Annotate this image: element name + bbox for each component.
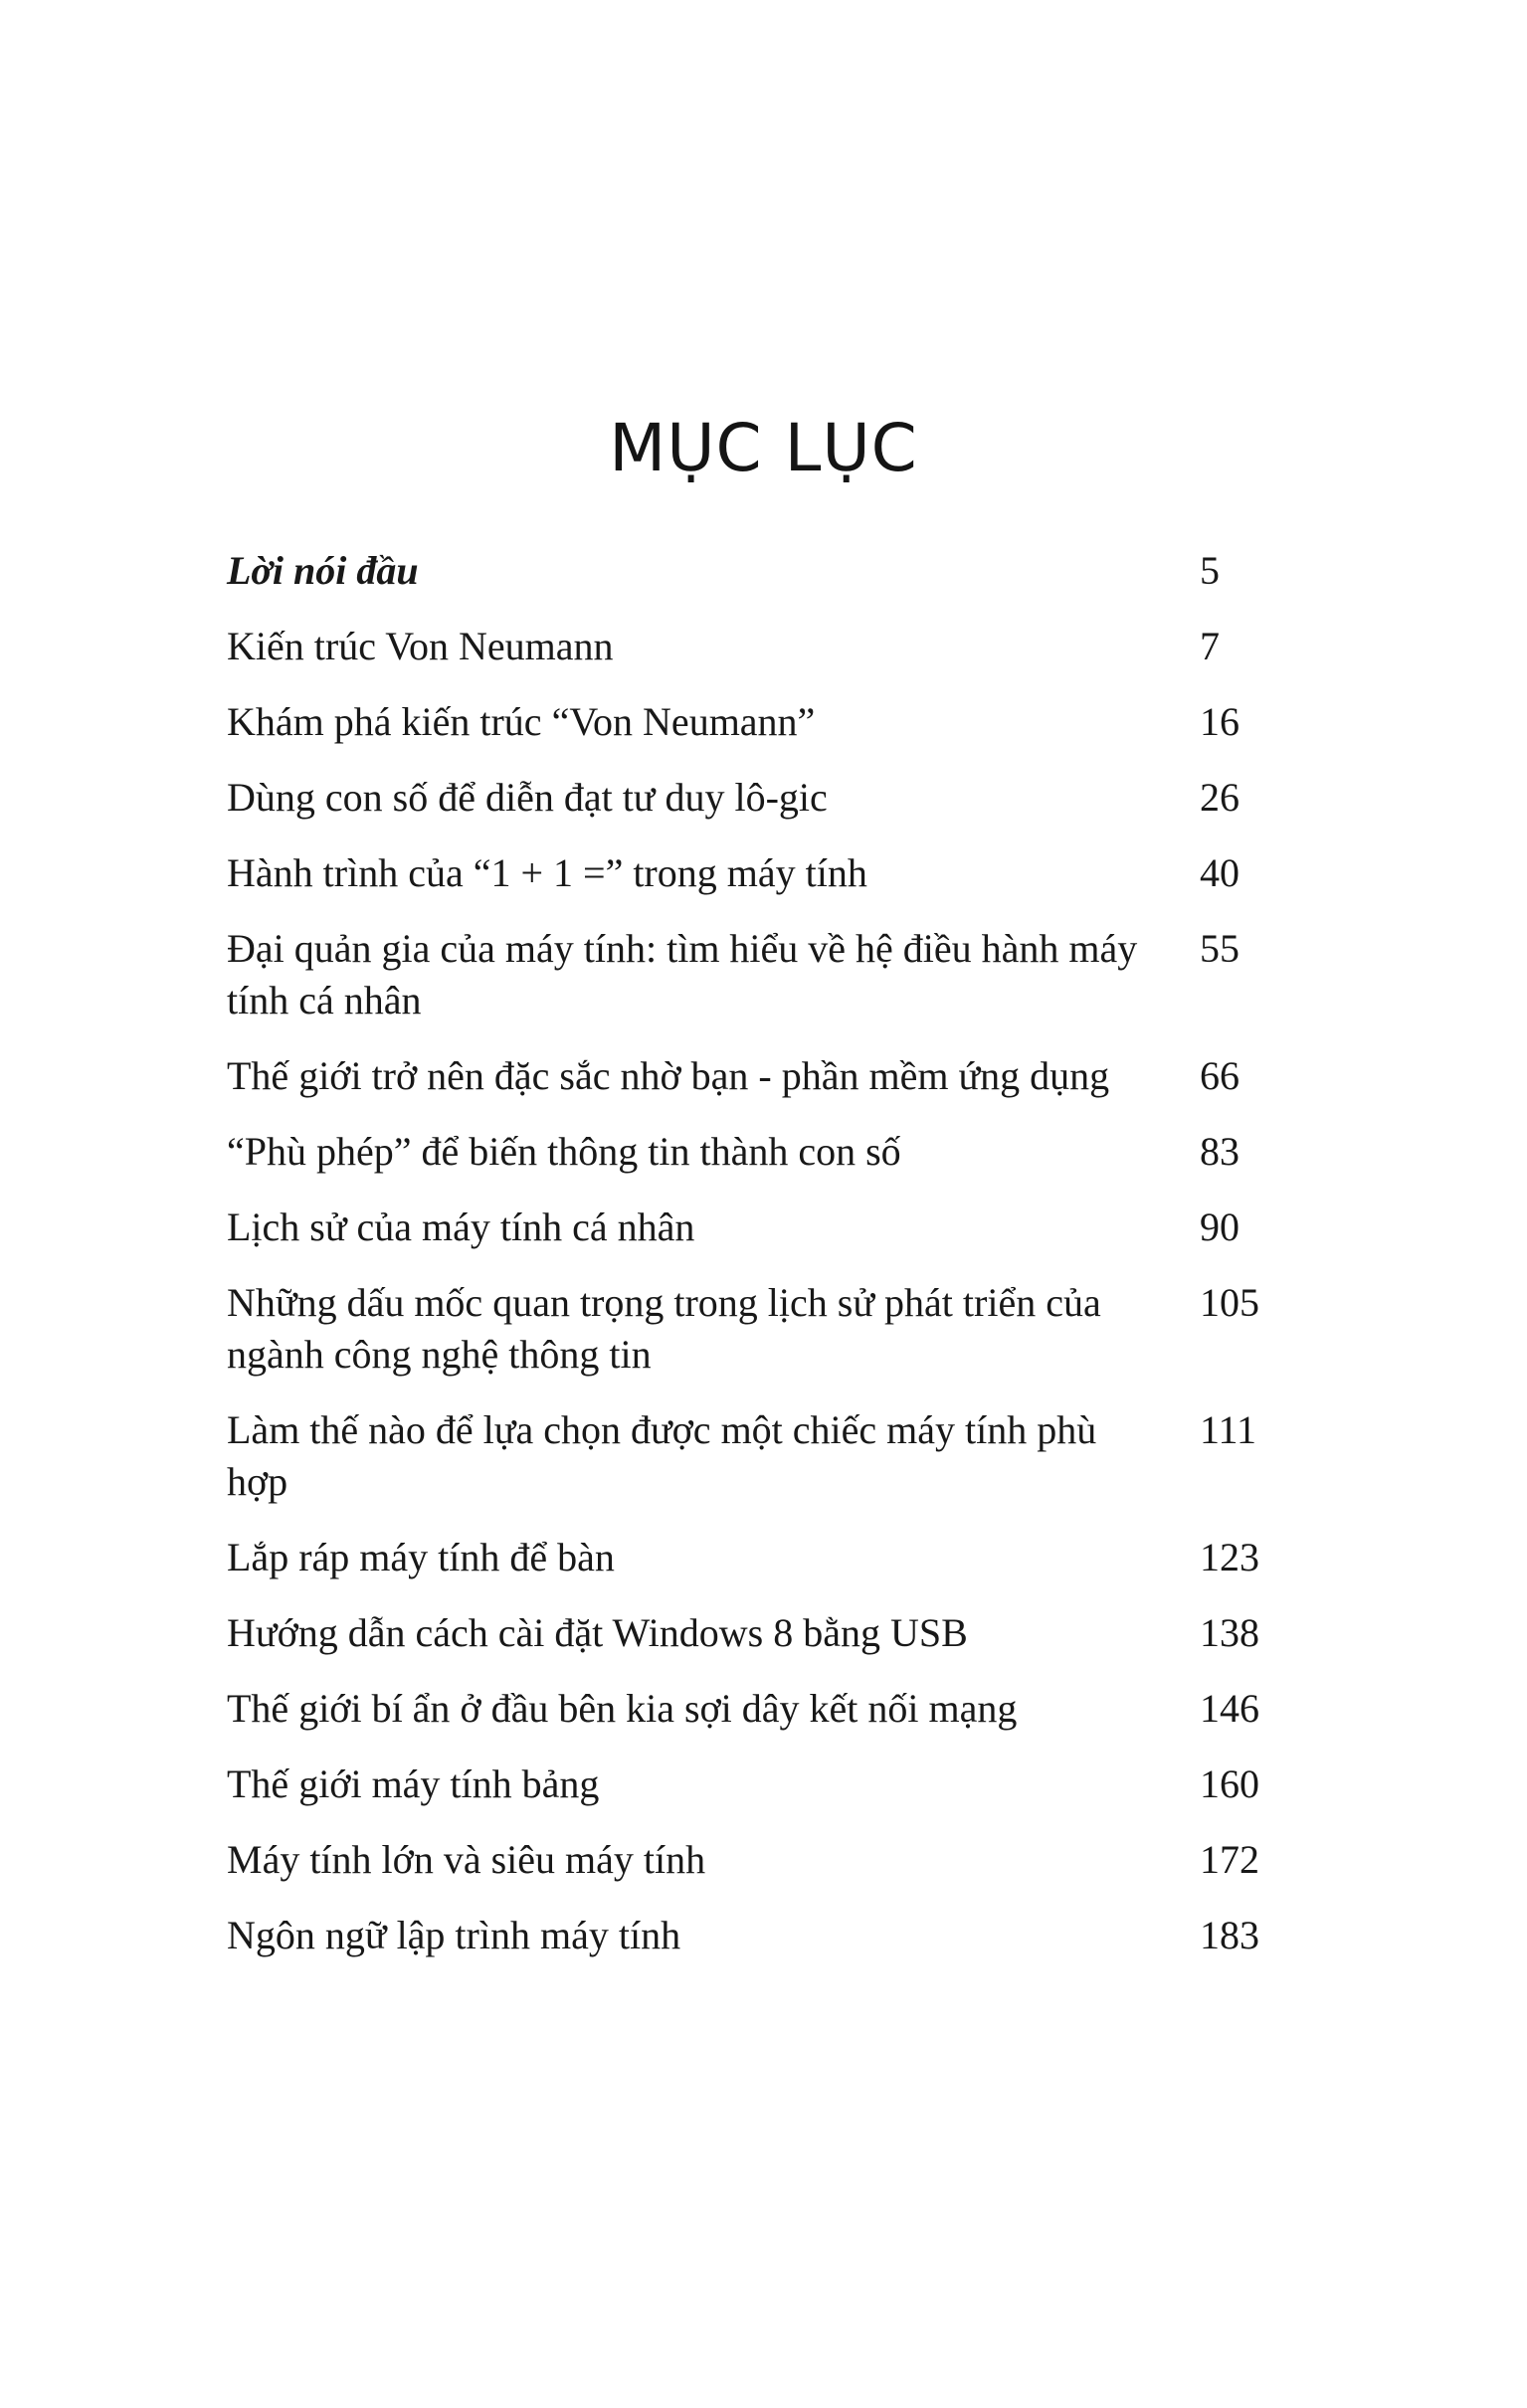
toc-entry-label: “Phù phép” để biến thông tin thành con số xyxy=(227,1129,901,1174)
toc-entry-label: Đại quản gia của máy tính: tìm hiểu về hệ điều hành máy tính cá nhân xyxy=(227,926,1138,1022)
toc-entry[interactable] xyxy=(227,923,1291,1026)
toc-entry-label: Lời nói đầu xyxy=(227,548,419,593)
toc-entry-label: Khám phá kiến trúc “Von Neumann” xyxy=(227,699,816,744)
toc-entry[interactable] xyxy=(227,1607,1291,1659)
toc-entry-label: Kiến trúc Von Neumann xyxy=(227,624,614,668)
toc-entry-page-number: 55 xyxy=(1200,926,1240,971)
toc-entry-label: Dùng con số để diễn đạt tư duy lô-gic xyxy=(227,775,828,820)
toc-entry-page-number: 183 xyxy=(1200,1913,1259,1957)
toc-entry-page-number: 7 xyxy=(1200,624,1220,668)
toc-entry[interactable] xyxy=(227,545,1291,597)
toc-entry-label: Hướng dẫn cách cài đặt Windows 8 bằng USB xyxy=(227,1610,968,1655)
toc-entry[interactable] xyxy=(227,621,1291,672)
toc-entry-page-number: 16 xyxy=(1200,699,1240,744)
toc-entry-label: Máy tính lớn và siêu máy tính xyxy=(227,1837,706,1882)
toc-entry-label: Lịch sử của máy tính cá nhân xyxy=(227,1204,695,1249)
toc-entry[interactable] xyxy=(227,1834,1291,1886)
toc-entry[interactable] xyxy=(227,1050,1291,1102)
toc-entry[interactable] xyxy=(227,847,1291,899)
toc-entry[interactable] xyxy=(227,1126,1291,1178)
page-title: MỤC LỤC xyxy=(609,410,918,486)
toc-entry[interactable] xyxy=(227,1277,1291,1381)
toc-entry[interactable] xyxy=(227,772,1291,824)
toc-entry-page-number: 172 xyxy=(1200,1837,1259,1882)
table-of-contents xyxy=(227,545,1291,1985)
toc-entry-page-number: 123 xyxy=(1200,1535,1259,1579)
toc-entry[interactable] xyxy=(227,1404,1291,1508)
toc-entry[interactable] xyxy=(227,1532,1291,1583)
toc-entry-page-number: 40 xyxy=(1200,850,1240,895)
toc-entry-label: Thế giới máy tính bảng xyxy=(227,1761,600,1806)
toc-entry-page-number: 26 xyxy=(1200,775,1240,820)
toc-entry-page-number: 160 xyxy=(1200,1761,1259,1806)
toc-entry[interactable] xyxy=(227,696,1291,748)
toc-entry[interactable] xyxy=(227,1683,1291,1735)
toc-entry-label: Ngôn ngữ lập trình máy tính xyxy=(227,1913,681,1957)
toc-entry-label: Hành trình của “1 + 1 =” trong máy tính xyxy=(227,850,867,895)
toc-entry[interactable] xyxy=(227,1910,1291,1961)
toc-entry-page-number: 138 xyxy=(1200,1610,1259,1655)
toc-entry[interactable] xyxy=(227,1202,1291,1253)
toc-entry-label: Làm thế nào để lựa chọn được một chiếc máy tính phù hợp xyxy=(227,1407,1097,1504)
toc-entry-page-number: 111 xyxy=(1200,1407,1257,1452)
toc-entry-page-number: 105 xyxy=(1200,1280,1259,1325)
toc-entry-page-number: 83 xyxy=(1200,1129,1240,1174)
toc-entry-label: Lắp ráp máy tính để bàn xyxy=(227,1535,615,1579)
toc-entry-label: Thế giới bí ẩn ở đầu bên kia sợi dây kết nối mạng xyxy=(227,1686,1018,1731)
toc-entry-label: Những dấu mốc quan trọng trong lịch sử phát triển của ngành công nghệ thông tin xyxy=(227,1280,1101,1377)
toc-entry[interactable] xyxy=(227,1759,1291,1810)
toc-entry-page-number: 90 xyxy=(1200,1204,1240,1249)
toc-entry-page-number: 5 xyxy=(1200,548,1220,593)
toc-entry-label: Thế giới trở nên đặc sắc nhờ bạn - phần mềm ứng dụng xyxy=(227,1053,1110,1098)
toc-entry-page-number: 146 xyxy=(1200,1686,1259,1731)
toc-entry-page-number: 66 xyxy=(1200,1053,1240,1098)
